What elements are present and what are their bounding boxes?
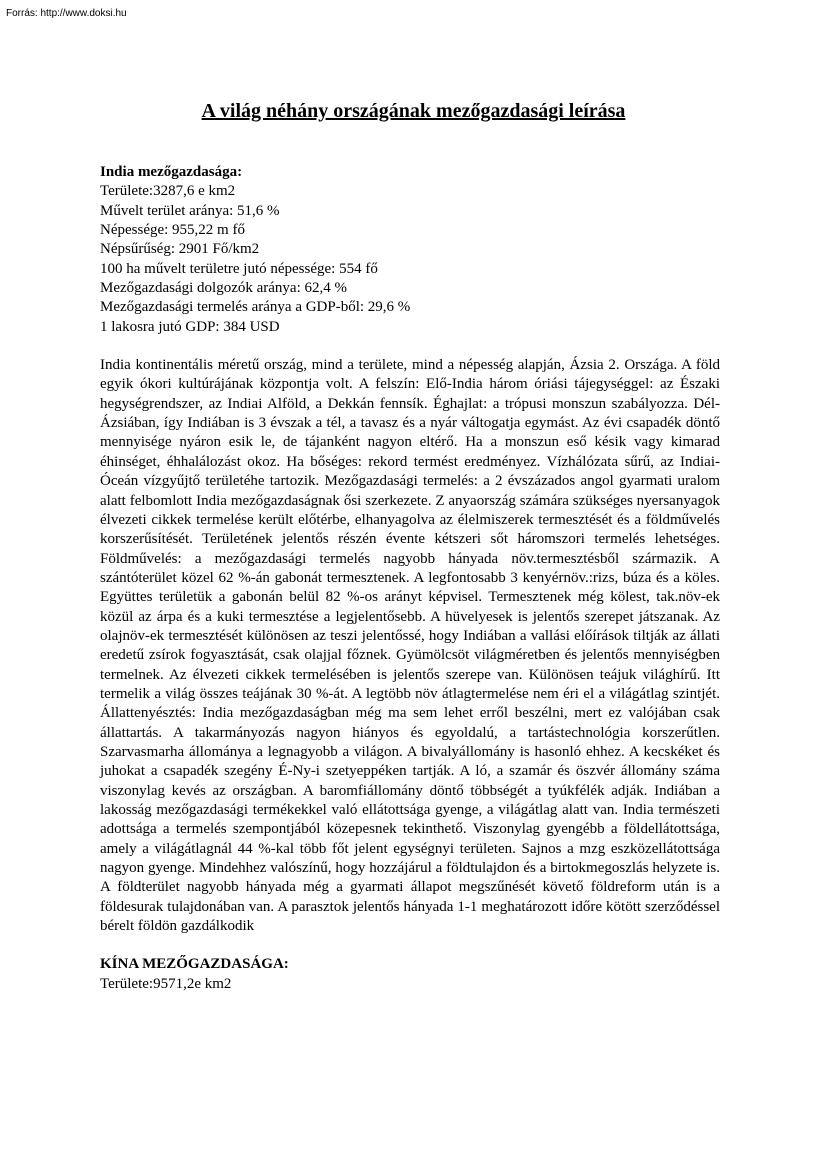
india-fact-agri-gdp-share: Mezőgazdasági termelés aránya a GDP-ből: 29,6 % [100, 299, 411, 316]
china-section [100, 955, 720, 994]
india-fact-agri-workers: Mezőgazdasági dolgozók aránya: 62,4 % [100, 280, 347, 297]
india-fact-density: Népsűrűség: 2901 Fő/km2 [100, 241, 260, 258]
china-fact-area: Területe:9571,2e km2 [100, 975, 232, 992]
india-fact-population-per-100ha: 100 ha művelt területre jutó népessége: 554 fő [100, 260, 378, 277]
india-fact-cultivated-ratio: Művelt terület aránya: 51,6 % [100, 202, 280, 219]
page-title: A világ néhány országának mezőgazdasági leírása [201, 100, 626, 122]
document-body [100, 163, 720, 994]
india-section [100, 163, 720, 936]
india-fact-area: Területe:3287,6 e km2 [100, 183, 236, 200]
china-heading: KÍNA MEZŐGAZDASÁGA: [100, 956, 289, 973]
india-fact-population: Népessége: 955,22 m fő [100, 222, 245, 239]
india-fact-gdp-per-capita: 1 lakosra jutó GDP: 384 USD [100, 318, 280, 335]
india-paragraph: India kontinentális méretű ország, mind a területe, mind a népesség alapján, Ázsia 2. Országa. A föld egyik ókori kultúrájának központja volt. A felszín: Elő-India három óriási tájegységgel: az Északi hegységrendszer, az Indiai Alföld, a Dekkán fennsík. Éghajlat: a trópusi monszun szabályozza. Dél- Ázsiában, így Indiában is 3 évszak a tél, a tavasz és a nyár váltogatja egymást. Az évi csapadék döntő mennyisége nyáron esik le, de tájanként nagyon eltérő. Ha a monszun eső késik vagy kimarad éhinséget, éhhalálozást okoz. Ha bőséges: rekord termést eredményez. Vízhálózata sűrű, az Indiai-Óceán vízgyűjtő területéhe tartozik. Mezőgazdasági termelés: a 2 évszázados angol gyarmati uralom alatt felbomlott India mezőgazdaságnak ősi szerkezete. Z anyaország számára szükséges nyersanyagok élvezeti cikkek termelése került előtérbe, elhanyagolva az élelmiszerek termesztését és a földművelés korszerűsítését. Területének jelentős részén évente kétszeri sőt háromszori termelés lehetséges. Földművelés: a mezőgazdasági termelés nagyobb hányada növ.termesztésből származik. A szántóterület közel 62 %-án gabonát termesztenek. A legfontosabb 3 kenyérnöv.:rizs, búza és a köles. Együttes területük a gabonán belül 82 %-os arányt képvisel. Termesztenek még kölest, tak.növ-ek közül az árpa és a kuki termesztése a legjelentősebb. A hüvelyesek is jelentős szerepet játszanak. Az olajnöv-ek termesztését különösen az teszi jelentőssé, hogy Indiában a vallási előírások tiltják az állati eredetű zsírok fogyasztását, csak olajjal főznek. Gyümölcsöt világméretben és jelentős mennyiségben termelnek. Az élvezeti cikkek termelésében is jelentős szerepe van. Különösen teájuk világhírű. Itt termelik a világ összes teájának 30 %-át. A legtöbb növ átlagtermelése nem éri el a világátlag szintjét. Állattenyésztés: India mezőgazdaságban még ma sem lehet erről beszélni, mert ez valójában csak állattartás. A takarmányozás nagyon hiányos és egyoldalú, a tartástechnológia korszerűtlen. Szarvasmarha állománya a legnagyobb a világon. A bivalyállomány is hasonló ehhez. A kecskéket és juhokat a csapadék szegény É-Ny-i szetyeppéken tartják. A ló, a szamár és öszvér állomány száma viszonylag kevés az országban. A baromfiállomány döntő többségét a tyúkfélék adják. Indiában a lakosság mezőgazdasági termékekkel való ellátottsága gyenge, a világátlag alatt van. India természeti adottsága a termelés szempontjából közepesnek tekinthető. Viszonylag gyengébb a földellátottsága, amely a világátlagnál 44 %-kal több főt jelent egységnyi területen. Sajnos a mzg eszközellátottsága nagyon gyenge. Mindehhez valószínű, hogy hozzájárul a földtulajdon és a birtokmegoszlás helyzete is. A földterület nagyobb hányada még a gyarmati állapot megszűnését követő földreform után is a földesurak tulajdonában van. A parasztok jelentős hányada 1-1 meghatározott időre kötött szerződéssel bérelt földön gazdálkodik [100, 357, 720, 935]
china-facts-list [100, 975, 720, 994]
india-facts-list [100, 182, 720, 337]
source-url: Forrás: http://www.doksi.hu [6, 8, 127, 19]
india-heading: India mezőgazdasága: [100, 164, 243, 180]
